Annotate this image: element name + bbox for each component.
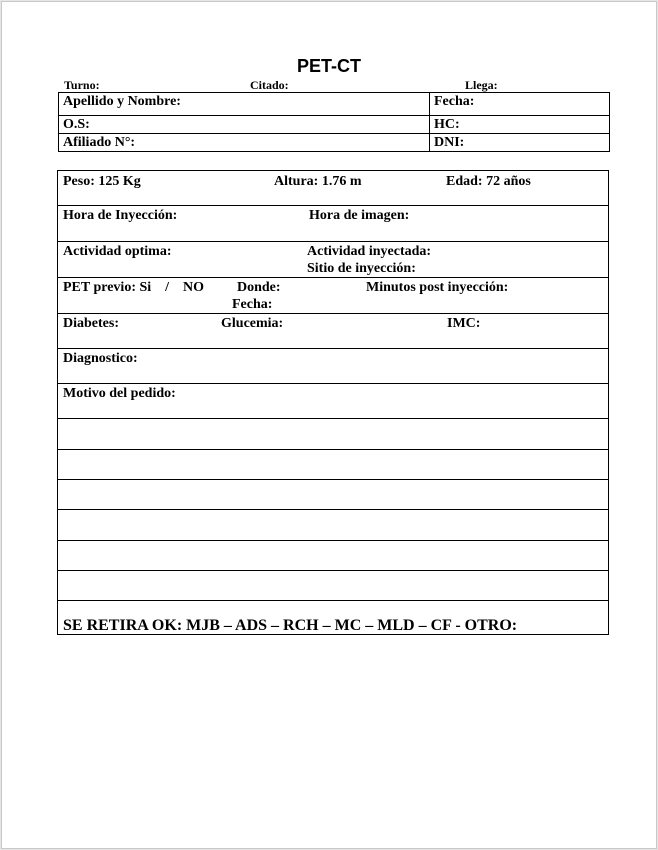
form-row-retira [58, 601, 608, 634]
form-row-diabetes [58, 314, 608, 349]
actividad-optima-label: Actividad optima: [63, 244, 172, 259]
form-row-actividad [58, 242, 608, 278]
turno-label: Turno: [64, 78, 100, 92]
apellido-cell: Apellido y Nombre: [59, 93, 430, 116]
blank-line [58, 510, 608, 541]
diagnostico-label: Diagnostico: [63, 351, 138, 366]
peso-label: Peso: 125 Kg [63, 174, 141, 189]
citado-label: Citado: [250, 78, 289, 92]
dni-cell: DNI: [430, 134, 610, 152]
blank-line [58, 571, 608, 601]
os-cell: O.S: [59, 116, 430, 134]
blank-line [58, 541, 608, 571]
hora-inyeccion-label: Hora de Inyección: [63, 208, 178, 223]
blank-line [58, 450, 608, 480]
form-row-motivo [58, 384, 608, 419]
actividad-inyectada-label: Actividad inyectada: [307, 244, 432, 259]
diabetes-label: Diabetes: [63, 316, 119, 331]
llega-label: Llega: [465, 78, 498, 92]
donde-label: Donde: [237, 280, 281, 295]
sitio-inyeccion-label: Sitio de inyección: [307, 261, 416, 276]
form-row-pet-previo [58, 278, 608, 314]
pet-previo-label: PET previo: Si / NO [63, 280, 205, 295]
blank-line [58, 419, 608, 450]
clinical-form [57, 170, 609, 635]
document-title: PET-CT [296, 56, 361, 76]
blank-line [58, 480, 608, 510]
glucemia-label: Glucemia: [221, 316, 284, 331]
patient-table [58, 92, 610, 152]
altura-label: Altura: 1.76 m [274, 174, 362, 189]
afiliado-cell: Afiliado N°: [59, 134, 430, 152]
hc-cell: HC: [430, 116, 610, 134]
minutos-label: Minutos post inyección: [366, 280, 509, 295]
imc-label: IMC: [447, 316, 481, 331]
edad-label: Edad: 72 años [446, 174, 531, 189]
hora-imagen-label: Hora de imagen: [309, 208, 410, 223]
fecha-previo-label: Fecha: [232, 297, 273, 312]
form-row-diagnostico [58, 349, 608, 384]
motivo-label: Motivo del pedido: [63, 386, 176, 401]
retira-label: SE RETIRA OK: MJB – ADS – RCH – MC – MLD – CF - OTRO: [63, 617, 518, 634]
form-row-horas [58, 206, 608, 242]
fecha-cell: Fecha: [430, 93, 610, 116]
form-row-vitals [58, 171, 608, 206]
